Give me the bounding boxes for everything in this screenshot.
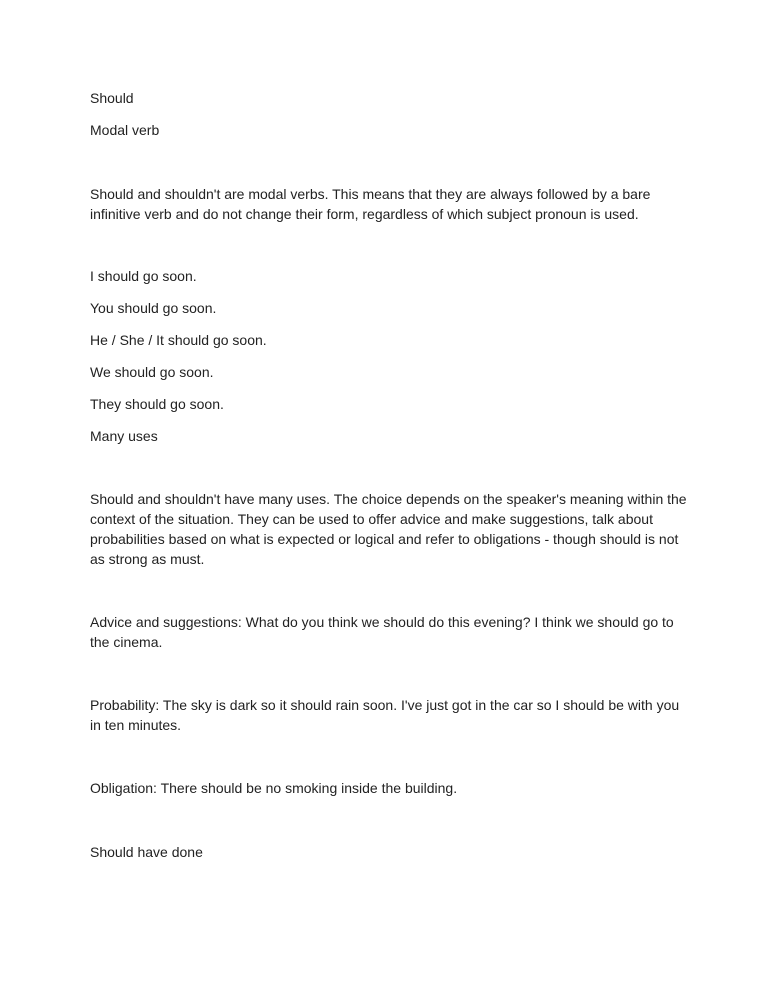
heading-should-have-done: Should have done xyxy=(90,844,203,860)
subheading-modal-verb: Modal verb xyxy=(90,122,160,138)
example-i-should: I should go soon. xyxy=(90,268,197,284)
heading-many-uses: Many uses xyxy=(90,428,158,444)
paragraph-modal-verbs-intro: Should and shouldn't are modal verbs. This means that they are always followed by a bare infinitive verb and do not change their form, regardless of which subject pronoun is used. xyxy=(90,186,651,222)
paragraph-many-uses: Should and shouldn't have many uses. The choice depends on the speaker's meaning within the context of the situation. They can be used to offer advice and make suggestions, talk about probabilities based on what is expected or logical and refer to obligations - though should is not as strong as must. xyxy=(90,491,687,567)
paragraph-probability: Probability: The sky is dark so it should rain soon. I've just got in the car so I should be with you in ten minutes. xyxy=(90,697,680,733)
example-they-should: They should go soon. xyxy=(90,396,224,412)
heading-should: Should xyxy=(90,90,134,106)
paragraph-obligation: Obligation: There should be no smoking inside the building. xyxy=(90,780,458,796)
example-you-should: You should go soon. xyxy=(90,300,217,316)
example-we-should: We should go soon. xyxy=(90,364,214,380)
example-he-she-it-should: He / She / It should go soon. xyxy=(90,332,267,348)
paragraph-advice-suggestions: Advice and suggestions: What do you think we should do this evening? I think we should go to the cinema. xyxy=(90,614,674,650)
